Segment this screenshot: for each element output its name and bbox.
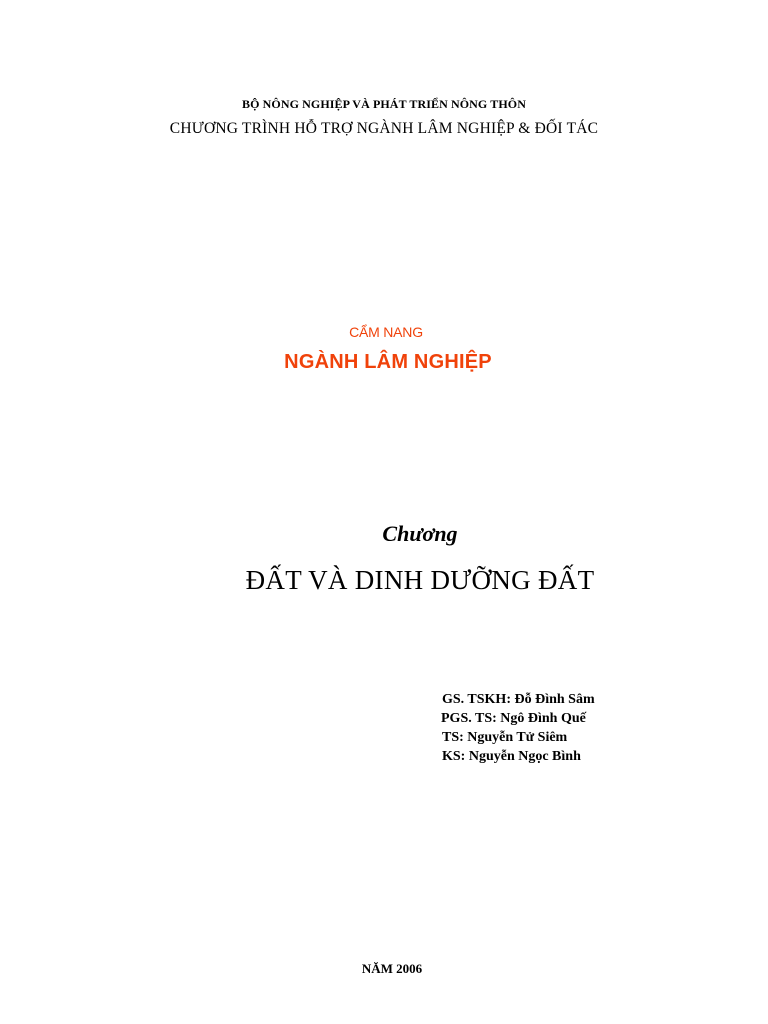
program-name: CHƯƠNG TRÌNH HỖ TRỢ NGÀNH LÂM NGHIỆP & ĐỐI TÁC (169, 120, 599, 137)
ministry-name: BỘ NÔNG NGHIỆP VÀ PHÁT TRIỂN NÔNG THÔN (242, 97, 526, 111)
publication-year: NĂM 2006 (361, 961, 423, 976)
handbook-title: NGÀNH LÂM NGHIỆP (284, 351, 492, 373)
author-item: KS: Nguyễn Ngọc Bình (442, 749, 581, 764)
chapter-title: ĐẤT VÀ DINH DƯỠNG ĐẤT (245, 565, 595, 595)
author-list (441, 690, 595, 766)
handbook-label: CẨM NANG (349, 324, 423, 340)
author-item: PGS. TS: Ngô Đình Quế (441, 711, 586, 726)
author-item: TS: Nguyễn Tử Siêm (442, 730, 568, 745)
author-item: GS. TSKH: Đỗ Đình Sâm (442, 692, 595, 707)
chapter-label: Chương (382, 521, 458, 546)
